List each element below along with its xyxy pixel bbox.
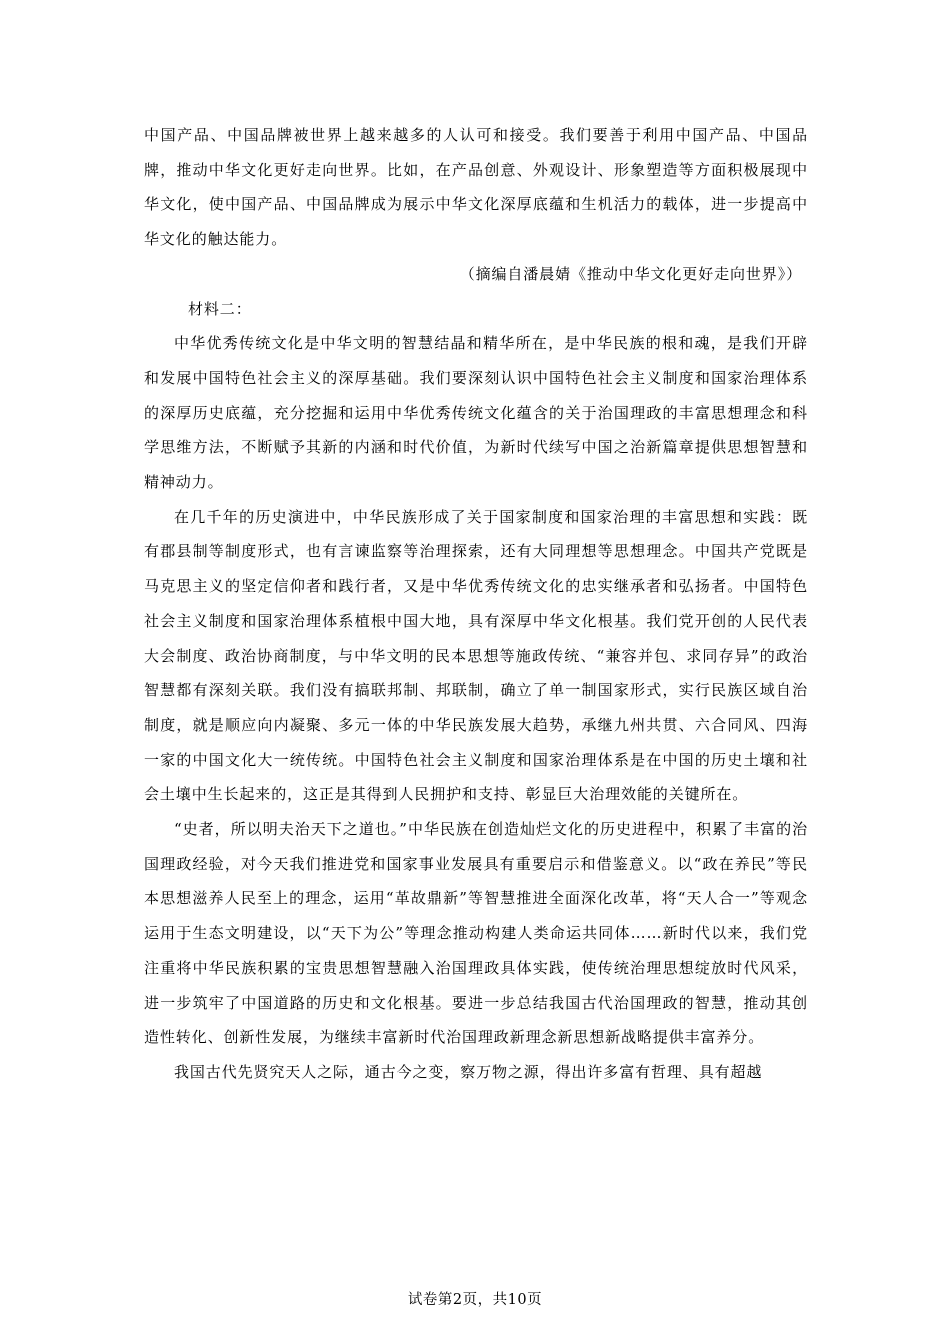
- material-two-paragraph-3: “史者，所以明夫治天下之道也。”中华民族在创造灿烂文化的历史进程中，积累了丰富的治国理政经验，对今天我们推进党和国家事业发展具有重要启示和借鉴意义。以“政在养民”等民本思想滋养人民至上的理念，运用“革故鼎新”等智慧推进全面深化改革，将“天人合一”等观念运用于生态文明建设，以“天下为公”等理念推动构建人类命运共同体……新时代以来，我们党注重将中华民族积累的宝贵思想智慧融入治国理政具体实践，使传统治理思想绽放时代风采，进一步筑牢了中国道路的历史和文化根基。要进一步总结我国古代治国理政的智慧，推动其创造性转化、创新性发展，为继续丰富新时代治国理政新理念新思想新战略提供丰富养分。: [144, 820, 808, 1047]
- exam-page-body: [144, 118, 808, 1090]
- material-two-paragraph-1: 中华优秀传统文化是中华文明的智慧结晶和精华所在，是中华民族的根和魂，是我们开辟和发展中国特色社会主义的深厚基础。我们要深刻认识中国特色社会主义制度和国家治理体系的深厚历史底蕴，充分挖掘和运用中华优秀传统文化蕴含的关于治国理政的丰富思想理念和科学思维方法，不断赋予其新的内涵和时代价值，为新时代续写中国之治新篇章提供思想智慧和精神动力。: [144, 334, 808, 492]
- page-footer: 试卷第2页，共10页: [407, 1292, 543, 1308]
- material-two-paragraph-2: 在几千年的历史演进中，中华民族形成了关于国家制度和国家治理的丰富思想和实践：既有郡县制等制度形式，也有言谏监察等治理探索，还有大同理想等思想理念。中国共产党既是马克思主义的坚定信仰者和践行者，又是中华优秀传统文化的忠实继承者和弘扬者。中国特色社会主义制度和国家治理体系植根中国大地，具有深厚中华文化根基。我们党开创的人民代表大会制度、政治协商制度，与中华文明的民本思想等施政传统、“兼容并包、求同存异”的政治智慧都有深刻关联。我们没有搞联邦制、邦联制，确立了单一制国家形式，实行民族区域自治制度，就是顺应向内凝聚、多元一体的中华民族发展大趋势，承继九州共贯、六合同风、四海一家的中国文化大一统传统。中国特色社会主义制度和国家治理体系是在中国的历史土壤和社会土壤中生长起来的，这正是其得到人民拥护和支持、彰显巨大治理效能的关键所在。: [144, 507, 808, 804]
- material-two-paragraph-4: 我国古代先贤究天人之际，通古今之变，察万物之源，得出许多富有哲理、具有超越: [174, 1062, 763, 1081]
- material-one-closing-paragraph: 中国产品、中国品牌被世界上越来越多的人认可和接受。我们要善于利用中国产品、中国品牌，推动中华文化更好走向世界。比如，在产品创意、外观设计、形象塑造等方面积极展现中华文化，使中国产品、中国品牌成为展示中华文化深厚底蕴和生机活力的载体，进一步提高中华文化的触达能力。: [144, 126, 808, 249]
- material-two-heading: 材料二：: [188, 299, 252, 318]
- source-credit: （摘编自潘晨婧《推动中华文化更好走向世界》）: [459, 264, 802, 283]
